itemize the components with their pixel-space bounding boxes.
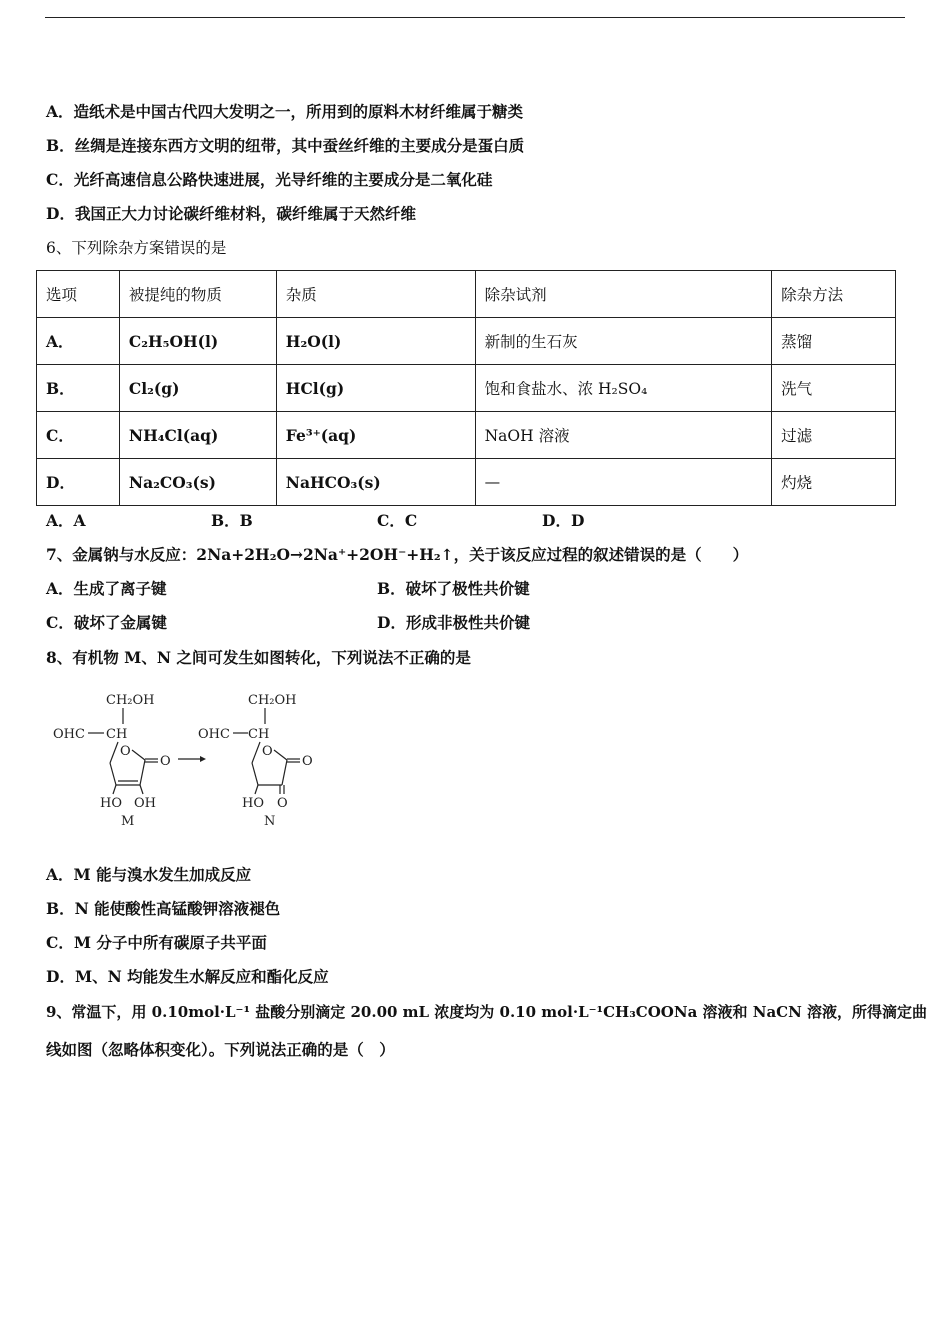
reagent-cell: 饱和食盐水、浓 H₂SO₄	[475, 365, 772, 412]
q9-stem-line2: 线如图（忽略体积变化）。下列说法正确的是（ ）	[46, 1040, 395, 1059]
table-row	[37, 459, 896, 506]
q7-option-c: C．破坏了金属键	[46, 613, 167, 632]
n-ohc-label: OHC	[198, 727, 230, 742]
q7-stem: 7、金属钠与水反应：2Na+2H₂O→2Na⁺+2OH⁻+H₂↑，关于该反应过程的叙述错误的是（ ）	[46, 545, 749, 564]
q8-option-b: B．N 能使酸性高锰酸钾溶液褪色	[46, 899, 281, 918]
m-ho-label: HO	[100, 796, 122, 811]
n-ch2oh-label: CH₂OH	[248, 693, 297, 708]
q9-stem-line1: 9、常温下，用 0.10mol·L⁻¹ 盐酸分别滴定 20.00 mL 浓度均为 0.10 mol·L⁻¹CH₃COONa 溶液和 NaCN 溶液，所得滴定曲	[46, 1003, 928, 1021]
option-cell: A．	[37, 318, 120, 365]
substance-cell: Cl₂(g)	[119, 365, 276, 412]
m-carbonyl-o-label: O	[160, 754, 171, 769]
option-cell: C．	[37, 412, 120, 459]
q8-stem: 8、有机物 M、N 之间可发生如图转化，下列说法不正确的是	[46, 648, 471, 667]
q6-answer-a: A．A	[46, 511, 86, 530]
reagent-cell: 新制的生石灰	[475, 318, 772, 365]
reagent-cell: NaOH 溶液	[475, 412, 772, 459]
q7-option-a: A．生成了离子键	[46, 579, 167, 598]
molecule-n	[198, 693, 313, 829]
header-cell: 杂质	[276, 271, 475, 318]
q6-stem: 6、下列除杂方案错误的是	[46, 239, 227, 257]
q6-answer-d: D．D	[542, 511, 585, 530]
reaction-figure	[48, 688, 338, 833]
table-row	[37, 365, 896, 412]
q7-option-b: B．破坏了极性共价键	[377, 579, 530, 598]
impurity-cell: HCl(g)	[276, 365, 475, 412]
substance-cell: NH₄Cl(aq)	[119, 412, 276, 459]
header-cell: 除杂试剂	[475, 271, 772, 318]
impurity-cell: Fe³⁺(aq)	[276, 412, 475, 459]
table-row	[37, 318, 896, 365]
method-cell: 洗气	[772, 365, 896, 412]
header-cell: 被提纯的物质	[119, 271, 276, 318]
m-name-label: M	[121, 814, 135, 829]
reagent-cell: —	[475, 459, 772, 506]
impurity-cell: NaHCO₃(s)	[276, 459, 475, 506]
q5-option-b: B．丝绸是连接东西方文明的纽带，其中蚕丝纤维的主要成分是蛋白质	[46, 136, 525, 155]
arrow-head	[200, 756, 206, 762]
option-cell: B．	[37, 365, 120, 412]
m-ring-o-label: O	[120, 744, 131, 759]
n-ring-o-label: O	[262, 744, 273, 759]
n-name-label: N	[264, 814, 276, 829]
n-keto-o-label: O	[277, 796, 288, 811]
q5-option-c: C．光纤高速信息公路快速进展，光导纤维的主要成分是二氧化硅	[46, 170, 493, 189]
q6-answer-c: C．C	[377, 511, 418, 530]
table-header-row	[37, 271, 896, 318]
q6-answer-b: B．B	[211, 511, 253, 530]
m-oh-label: OH	[134, 796, 156, 811]
q7-option-d: D．形成非极性共价键	[377, 613, 530, 632]
m-ch2oh-label: CH₂OH	[106, 693, 155, 708]
q8-option-d: D．M、N 均能发生水解反应和酯化反应	[46, 967, 329, 986]
method-cell: 过滤	[772, 412, 896, 459]
substance-cell: C₂H₅OH(l)	[119, 318, 276, 365]
header-cell: 除杂方法	[772, 271, 896, 318]
impurity-cell: H₂O(l)	[276, 318, 475, 365]
q8-option-c: C．M 分子中所有碳原子共平面	[46, 933, 267, 952]
q8-option-a: A．M 能与溴水发生加成反应	[46, 865, 252, 884]
n-carbonyl-o-label: O	[302, 754, 313, 769]
q5-option-d: D．我国正大力讨论碳纤维材料，碳纤维属于天然纤维	[46, 204, 416, 223]
q5-option-a: A．造纸术是中国古代四大发明之一，所用到的原料木材纤维属于糖类	[46, 102, 524, 121]
option-cell: D．	[37, 459, 120, 506]
q6-table	[36, 270, 896, 506]
method-cell: 灼烧	[772, 459, 896, 506]
header-cell: 选项	[37, 271, 120, 318]
table-row	[37, 412, 896, 459]
n-ch-label: CH	[248, 727, 270, 742]
m-ch-label: CH	[106, 727, 128, 742]
molecule-m	[53, 693, 171, 829]
header-rule	[45, 17, 905, 18]
method-cell: 蒸馏	[772, 318, 896, 365]
n-ho-label: HO	[242, 796, 264, 811]
substance-cell: Na₂CO₃(s)	[119, 459, 276, 506]
m-ohc-label: OHC	[53, 727, 85, 742]
